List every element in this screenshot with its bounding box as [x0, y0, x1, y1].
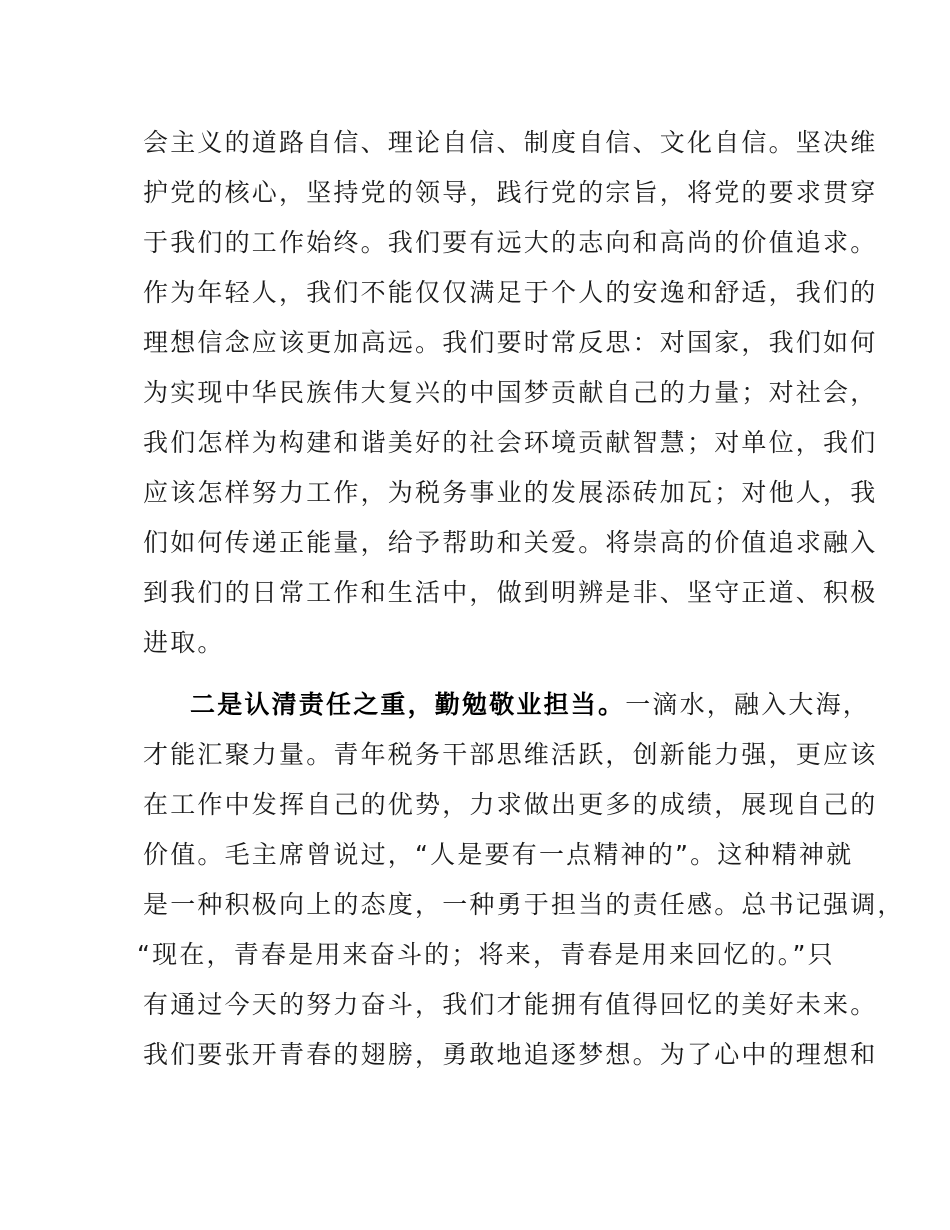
paragraph2-first-line	[190, 690, 870, 720]
paragraph1-line-5: 理想信念应该更加高远。我们要时常反思：对国家，我们如何	[143, 328, 878, 357]
paragraph2-first-line-text: 一滴水，融入大海，	[625, 690, 871, 719]
paragraph2-line-5: 是一种积极向上的态度，一种勇于担当的责任感。总书记强调，	[143, 890, 905, 919]
paragraph1-line-4: 作为年轻人，我们不能仅仅满足于个人的安逸和舒适，我们的	[143, 278, 878, 307]
paragraph1-line-9: 们如何传递正能量，给予帮助和关爱。将崇高的价值追求融入	[143, 528, 878, 557]
paragraph1-line-10: 到我们的日常工作和生活中，做到明辨是非、坚守正道、积极	[143, 578, 878, 607]
paragraph2-heading: 二是认清责任之重，勤勉敬业担当。	[190, 690, 626, 719]
paragraph1-line-7: 我们怎样为构建和谐美好的社会环境贡献智慧；对单位，我们	[143, 428, 878, 457]
paragraph2-line-7: 有通过今天的努力奋斗，我们才能拥有值得回忆的美好未来。	[143, 990, 878, 1019]
paragraph1-line-8: 应该怎样努力工作，为税务事业的发展添砖加瓦；对他人，我	[143, 478, 878, 507]
paragraph2-line-2: 才能汇聚力量。青年税务干部思维活跃，创新能力强，更应该	[143, 740, 878, 769]
paragraph2-line-3: 在工作中发挥自己的优势，力求做出更多的成绩，展现自己的	[143, 790, 878, 819]
paragraph1-line-3: 于我们的工作始终。我们要有远大的志向和高尚的价值追求。	[143, 228, 878, 257]
paragraph1-line-6: 为实现中华民族伟大复兴的中国梦贡献自己的力量；对社会，	[143, 378, 878, 407]
paragraph2-line-4: 价值。毛主席曾说过，“人是要有一点精神的”。这种精神就	[143, 840, 854, 869]
paragraph1-line-11: 进取。	[143, 628, 225, 657]
paragraph2-line-8: 我们要张开青春的翅膀，勇敢地追逐梦想。为了心中的理想和	[143, 1040, 878, 1069]
paragraph2-line-6: “现在，青春是用来奋斗的；将来，青春是用来回忆的。”只	[137, 940, 835, 969]
paragraph1-line-1: 会主义的道路自信、理论自信、制度自信、文化自信。坚决维	[143, 128, 878, 157]
paragraph1-line-2: 护党的核心，坚持党的领导，践行党的宗旨，将党的要求贯穿	[143, 178, 878, 207]
